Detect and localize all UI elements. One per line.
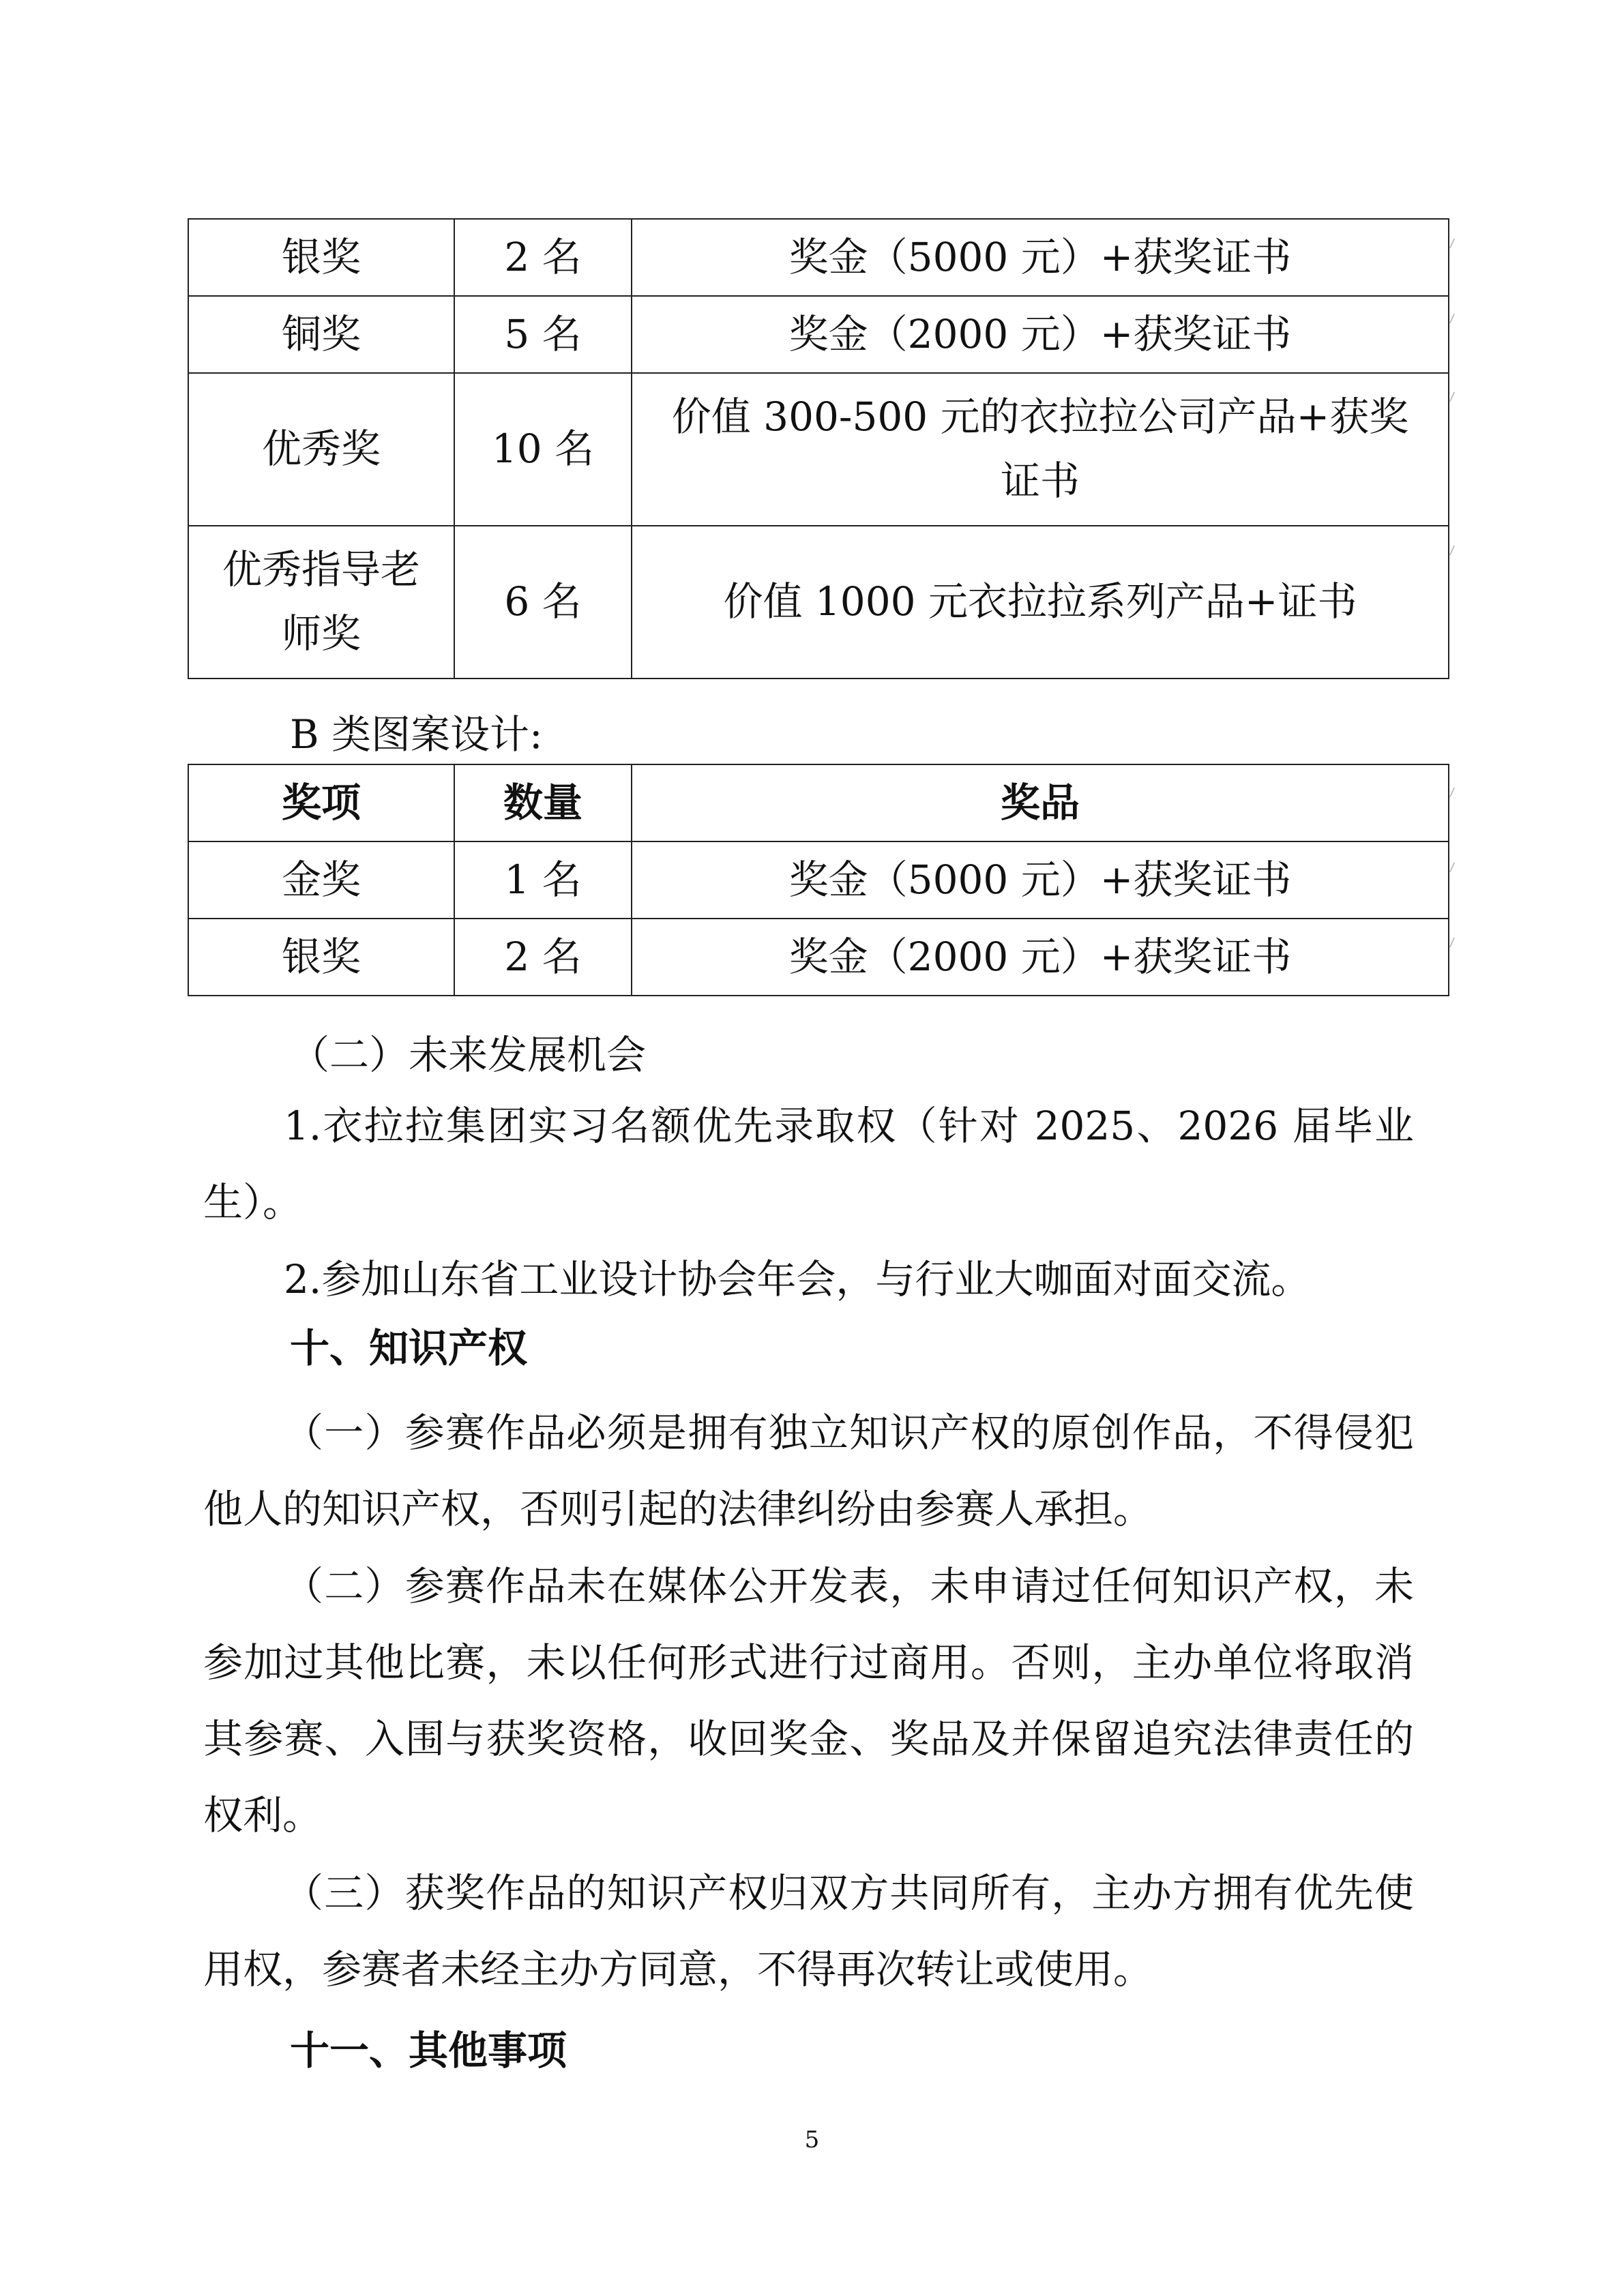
table-edge-marker bbox=[1449, 788, 1460, 797]
prize-cell: 价值 1000 元衣拉拉系列产品+证书 bbox=[632, 526, 1449, 679]
header-count: 数量 bbox=[454, 764, 632, 841]
award-cell: 铜奖 bbox=[188, 296, 454, 373]
header-prize: 奖品 bbox=[632, 764, 1449, 841]
awards-table-b bbox=[188, 764, 1449, 996]
ip-paragraph-1: （一）参赛作品必须是拥有独立知识产权的原创作品，不得侵犯他人的知识产权，否则引起的法律纠纷由参赛人承担。 bbox=[203, 1410, 1414, 1532]
table-row bbox=[188, 219, 1449, 296]
count-cell: 5 名 bbox=[454, 296, 632, 373]
count-cell: 6 名 bbox=[454, 526, 632, 679]
count-cell: 2 名 bbox=[454, 219, 632, 296]
section-b-label: B 类图案设计: bbox=[290, 711, 543, 758]
table-row bbox=[188, 526, 1449, 679]
ip-paragraph-2: （二）参赛作品未在媒体公开发表，未申请过任何知识产权，未参加过其他比赛，未以任何形式进行过商用。否则，主办单位将取消其参赛、入围与获奖资格，收回奖金、奖品及并保留追究法律责任的权利。 bbox=[203, 1563, 1414, 1838]
other-heading: 十一、其他事项 bbox=[290, 2027, 567, 2074]
prize-cell: 价值 300-500 元的衣拉拉公司产品+获奖证书 bbox=[632, 373, 1449, 526]
award-cell: 银奖 bbox=[188, 919, 454, 996]
ip-heading: 十、知识产权 bbox=[290, 1325, 528, 1371]
table-edge-marker bbox=[1449, 938, 1460, 947]
future-item-1: 1.衣拉拉集团实习名额优先录取权（针对 2025、2026 届毕业生）。 bbox=[203, 1103, 1414, 1225]
prize-cell: 奖金（2000 元）+获奖证书 bbox=[632, 296, 1449, 373]
page-number: 5 bbox=[804, 2126, 820, 2153]
prize-cell: 奖金（5000 元）+获奖证书 bbox=[632, 841, 1449, 919]
table-header-row bbox=[188, 764, 1449, 841]
table-row bbox=[188, 841, 1449, 919]
table-edge-marker bbox=[1449, 314, 1460, 323]
header-award: 奖项 bbox=[188, 764, 454, 841]
awards-table-a bbox=[188, 218, 1449, 679]
award-cell: 银奖 bbox=[188, 219, 454, 296]
award-cell: 优秀指导老师奖 bbox=[188, 526, 454, 679]
table-row bbox=[188, 919, 1449, 996]
count-cell: 10 名 bbox=[454, 373, 632, 526]
award-cell: 金奖 bbox=[188, 841, 454, 919]
prize-cell: 奖金（5000 元）+获奖证书 bbox=[632, 219, 1449, 296]
table-edge-marker bbox=[1449, 546, 1460, 555]
table-row bbox=[188, 373, 1449, 526]
ip-paragraph-3: （三）获奖作品的知识产权归双方共同所有，主办方拥有优先使用权，参赛者未经主办方同意，不得再次转让或使用。 bbox=[203, 1870, 1414, 1993]
future-item-2: 2.参加山东省工业设计协会年会，与行业大咖面对面交流。 bbox=[284, 1256, 1311, 1302]
table-edge-marker bbox=[1449, 239, 1460, 248]
count-cell: 1 名 bbox=[454, 841, 632, 919]
prize-cell: 奖金（2000 元）+获奖证书 bbox=[632, 919, 1449, 996]
award-cell: 优秀奖 bbox=[188, 373, 454, 526]
table-edge-marker bbox=[1449, 863, 1460, 872]
table-edge-marker bbox=[1449, 392, 1460, 402]
count-cell: 2 名 bbox=[454, 919, 632, 996]
future-title: （二）未来发展机会 bbox=[290, 1032, 647, 1078]
table-row bbox=[188, 296, 1449, 373]
